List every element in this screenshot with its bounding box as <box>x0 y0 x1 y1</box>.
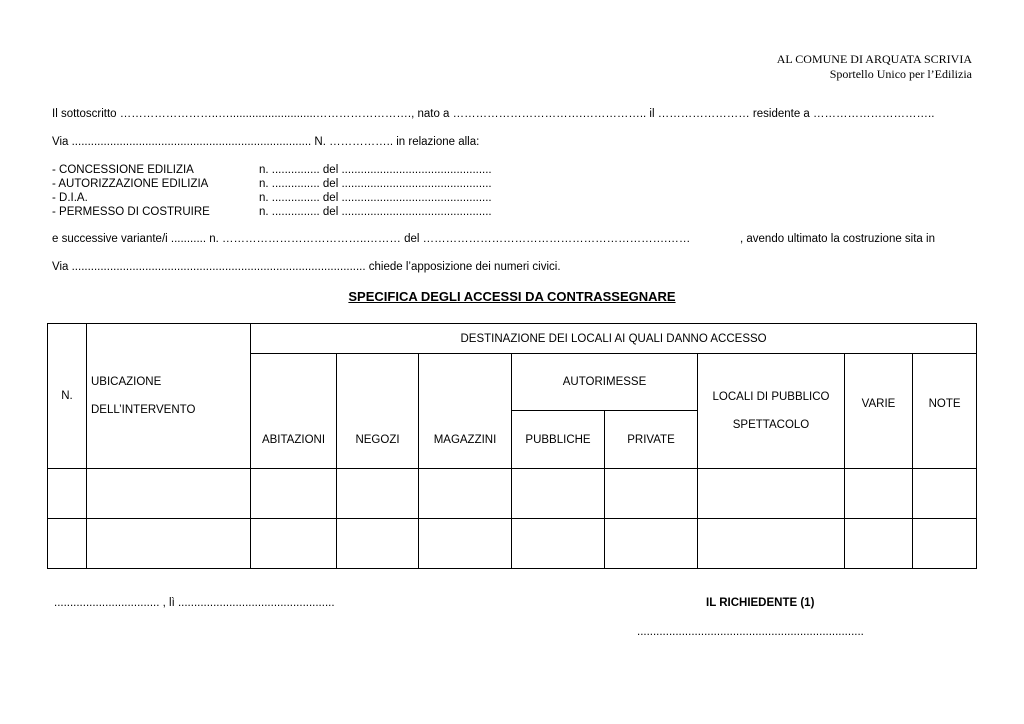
permit-fields-2: n. ............... del ............................................... <box>259 178 492 190</box>
cell-magazzini[interactable] <box>419 469 512 519</box>
line-varianti-end: , avendo ultimato la costruzione sita in <box>740 233 935 245</box>
permit-fields-3: n. ............... del ............................................... <box>259 192 492 204</box>
cell-private[interactable] <box>605 469 698 519</box>
line-varianti: e successive variante/i ........... n. ………………………………..……… del ……………………………………………………….…… <box>52 233 691 245</box>
header-locali-line2: SPETTACOLO <box>732 419 810 431</box>
cell-private[interactable] <box>605 519 698 569</box>
cell-varie[interactable] <box>845 469 913 519</box>
cell-locali[interactable] <box>698 519 845 569</box>
permit-label-3: - D.I.A. <box>52 192 88 204</box>
cell-note[interactable] <box>913 519 977 569</box>
cell-magazzini[interactable] <box>419 519 512 569</box>
signature-line: ....................................................................... <box>637 626 864 638</box>
table-row <box>48 469 977 519</box>
line-via: Via ........................................................................... N. …………….. in relazione alla: <box>52 136 480 148</box>
place-date-line: ................................. , lì ................................................. <box>54 597 335 609</box>
cell-abitazioni[interactable] <box>251 519 337 569</box>
permit-fields-1: n. ............... del ............................................... <box>259 164 492 176</box>
header-ubicazione-line2: DELL’INTERVENTO <box>91 404 196 416</box>
header-ubicazione-line1: UBICAZIONE <box>91 376 162 388</box>
permit-label-2: - AUTORIZZAZIONE EDILIZIA <box>52 178 209 190</box>
cell-note[interactable] <box>913 469 977 519</box>
permit-label-4: - PERMESSO DI COSTRUIRE <box>52 206 210 218</box>
cell-pubbliche[interactable] <box>512 469 605 519</box>
header-locali <box>698 354 845 469</box>
permit-fields-4: n. ............... del ............................................... <box>259 206 492 218</box>
header-locali-line1: LOCALI DI PUBBLICO <box>712 391 830 403</box>
section-title: SPECIFICA DEGLI ACCESSI DA CONTRASSEGNARE <box>348 289 676 304</box>
header-negozi: NEGOZI <box>337 354 419 469</box>
cell-n[interactable] <box>48 519 87 569</box>
cell-pubbliche[interactable] <box>512 519 605 569</box>
accessi-table <box>47 323 977 569</box>
addressee: AL COMUNE DI ARQUATA SCRIVIA <box>776 52 972 66</box>
header-autorimesse: AUTORIMESSE <box>512 354 698 411</box>
header-varie: VARIE <box>845 354 913 469</box>
richiedente-label: IL RICHIEDENTE (1) <box>706 597 815 609</box>
line-sottoscritto: Il sottoscritto ……………………..…...........................……………………., nato a …………………………….…………….. il …………………… residente a ………………………….. <box>52 108 935 120</box>
cell-ubicazione[interactable] <box>87 469 251 519</box>
permit-label-1: - CONCESSIONE EDILIZIA <box>52 164 194 176</box>
cell-ubicazione[interactable] <box>87 519 251 569</box>
cell-varie[interactable] <box>845 519 913 569</box>
cell-negozi[interactable] <box>337 469 419 519</box>
header-abitazioni: ABITAZIONI <box>251 354 337 469</box>
header-destinazione: DESTINAZIONE DEI LOCALI AI QUALI DANNO ACCESSO <box>251 324 977 354</box>
cell-negozi[interactable] <box>337 519 419 569</box>
line-via-2: Via ............................................................................................ chiede l’apposizione dei numeri civici. <box>52 261 561 273</box>
addressee-office: Sportello Unico per l’Edilizia <box>829 67 972 81</box>
cell-abitazioni[interactable] <box>251 469 337 519</box>
header-n: N. <box>48 324 87 469</box>
header-private: PRIVATE <box>605 411 698 469</box>
table-row <box>48 519 977 569</box>
header-ubicazione <box>87 324 251 469</box>
header-magazzini: MAGAZZINI <box>419 354 512 469</box>
cell-n[interactable] <box>48 469 87 519</box>
cell-locali[interactable] <box>698 469 845 519</box>
header-pubbliche: PUBBLICHE <box>512 411 605 469</box>
header-note: NOTE <box>913 354 977 469</box>
